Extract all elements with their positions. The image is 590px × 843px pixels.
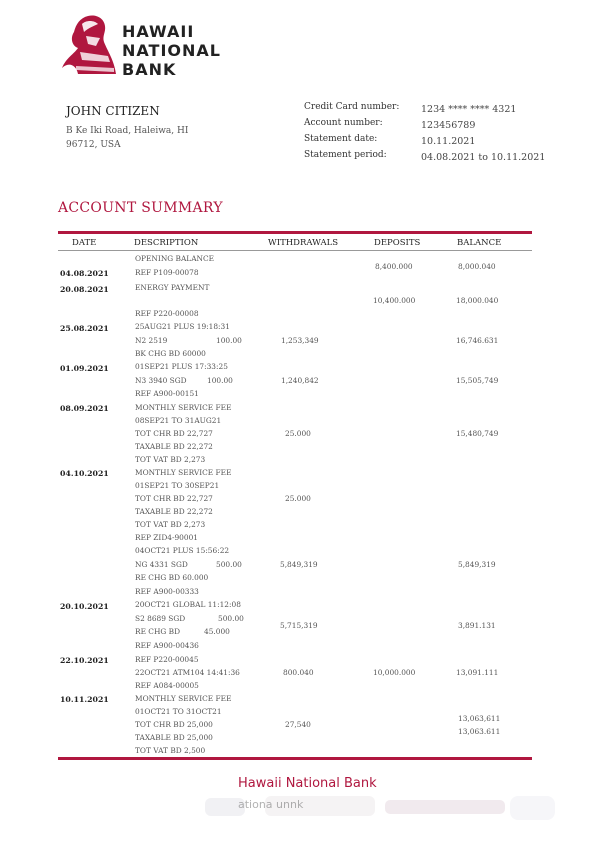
txn-withdrawal: 1,240,842 <box>281 376 319 385</box>
desc-line: N2 2519 <box>135 336 168 345</box>
txn-withdrawal: 5,715,319 <box>280 621 318 630</box>
bank-name-line2: NATIONAL <box>122 41 221 60</box>
footer-faint-text: ationa unnk <box>238 798 304 811</box>
col-header-deposits: DEPOSITS <box>374 238 421 248</box>
txn-date: 25.08.2021 <box>60 324 109 333</box>
desc-line: REP ZID4-90001 <box>135 533 198 542</box>
desc-line: REF A900-00436 <box>135 641 199 650</box>
desc-line: BK CHG BD 60000 <box>135 349 206 358</box>
desc-amount: 100.00 <box>216 336 242 345</box>
txn-date: 20.10.2021 <box>60 602 109 611</box>
desc-line: 20OCT21 GLOBAL 11:12:08 <box>135 600 241 609</box>
desc-line: NG 4331 SGD <box>135 560 188 569</box>
desc-line: TAXABLE BD 22,272 <box>135 507 213 516</box>
info-value: 10.11.2021 <box>421 136 476 147</box>
desc-line: REF P220-00045 <box>135 655 199 664</box>
bank-name-line3: BANK <box>122 60 177 79</box>
desc-line: RE CHG BD <box>135 627 181 636</box>
desc-line: ENERGY PAYMENT <box>135 283 210 292</box>
footer-bank-name: Hawaii National Bank <box>238 776 377 791</box>
desc-amount: 45.000 <box>204 627 230 636</box>
info-value: 1234 **** **** 4321 <box>421 104 517 115</box>
desc-line: 01SEP21 PLUS 17:33:25 <box>135 362 228 371</box>
desc-line: 04OCT21 PLUS 15:56:22 <box>135 546 230 555</box>
desc-line: TOT VAT BD 2,273 <box>135 455 206 464</box>
bank-name-line1: HAWAII <box>122 22 195 41</box>
info-label: Credit Card number: <box>304 102 400 112</box>
desc-line: TAXABLE BD 22,272 <box>135 442 213 451</box>
desc-line: TOT CHR BD 22,727 <box>135 429 213 438</box>
desc-line: MONTHLY SERVICE FEE <box>135 468 232 477</box>
desc-line: N3 3940 SGD <box>135 376 187 385</box>
desc-line: RE CHG BD 60.000 <box>135 573 209 582</box>
info-label: Account number: <box>304 118 383 128</box>
desc-line: S2 8689 SGD <box>135 614 186 623</box>
info-value: 04.08.2021 to 10.11.2021 <box>421 152 546 163</box>
txn-date: 08.09.2021 <box>60 404 109 413</box>
txn-balance: 16,746.631 <box>456 336 499 345</box>
col-header-balance: BALANCE <box>457 238 502 248</box>
desc-line: TOT VAT BD 2,500 <box>135 746 206 755</box>
desc-line: 01SEP21 TO 30SEP21 <box>135 481 220 490</box>
txn-balance: 18,000.040 <box>456 296 499 305</box>
txn-withdrawal: 1,253,349 <box>281 336 319 345</box>
customer-name: JOHN CITIZEN <box>66 104 160 118</box>
desc-amount: 500.00 <box>218 614 244 623</box>
info-label: Statement date: <box>304 134 378 144</box>
desc-line: TOT CHR BD 25,000 <box>135 720 213 729</box>
desc-line: 22OCT21 ATM104 14:41:36 <box>135 668 240 677</box>
desc-line: REF P109-00078 <box>135 268 199 277</box>
txn-withdrawal: 25.000 <box>285 429 311 438</box>
desc-line: TOT CHR BD 22,727 <box>135 494 213 503</box>
txn-deposit: 8,400.000 <box>375 262 413 271</box>
desc-line: 25AUG21 PLUS 19:18:31 <box>135 322 230 331</box>
customer-address <box>66 124 188 152</box>
txn-date: 01.09.2021 <box>60 364 109 373</box>
col-header-withdrawals: WITHDRAWALS <box>268 238 339 248</box>
info-value: 123456789 <box>421 120 476 131</box>
col-header-description: DESCRIPTION <box>134 238 199 248</box>
txn-balance: 5,849,319 <box>458 560 496 569</box>
txn-date: 20.08.2021 <box>60 285 109 294</box>
txn-deposit: 10,000.000 <box>373 668 416 677</box>
desc-line: 08SEP21 TO 31AUG21 <box>135 416 222 425</box>
bank-logo-icon <box>58 12 118 80</box>
desc-line: REF P220-00008 <box>135 309 199 318</box>
desc-line: TOT VAT BD 2,273 <box>135 520 206 529</box>
txn-balance: 13,091.111 <box>456 668 499 677</box>
txn-balance: 13,063,611 <box>458 714 501 723</box>
txn-withdrawal: 25.000 <box>285 494 311 503</box>
summary-title: ACCOUNT SUMMARY <box>58 200 223 216</box>
txn-withdrawal: 5,849,319 <box>280 560 318 569</box>
desc-line: 01OCT21 TO 31OCT21 <box>135 707 222 716</box>
info-label: Statement period: <box>304 150 387 160</box>
txn-date: 22.10.2021 <box>60 656 109 665</box>
desc-line: MONTHLY SERVICE FEE <box>135 403 232 412</box>
header-rule <box>58 250 532 251</box>
desc-line: MONTHLY SERVICE FEE <box>135 694 232 703</box>
txn-date: 04.10.2021 <box>60 469 109 478</box>
col-header-date: DATE <box>72 238 97 248</box>
txn-balance: 8,000.040 <box>458 262 496 271</box>
desc-line: REF A900-00333 <box>135 587 199 596</box>
txn-deposit: 10,400.000 <box>373 296 416 305</box>
desc-line: OPENING BALANCE <box>135 254 215 263</box>
address-line2: 96712, USA <box>66 140 121 150</box>
txn-withdrawal: 27,540 <box>285 720 311 729</box>
txn-balance: 3,891.131 <box>458 621 496 630</box>
txn-date: 10.11.2021 <box>60 695 109 704</box>
desc-line: TAXABLE BD 25,000 <box>135 733 213 742</box>
desc-line: REF A900-00151 <box>135 389 199 398</box>
desc-line: REF A084-00005 <box>135 681 199 690</box>
txn-balance: 15,480,749 <box>456 429 499 438</box>
desc-amount: 500.00 <box>216 560 242 569</box>
bank-name-header <box>122 22 221 79</box>
txn-balance-2: 13,063.611 <box>458 727 501 736</box>
desc-amount: 100.00 <box>207 376 233 385</box>
table-bottom-rule <box>58 757 532 760</box>
txn-withdrawal: 800.040 <box>283 668 314 677</box>
txn-date: 04.08.2021 <box>60 269 109 278</box>
table-top-rule <box>58 231 532 234</box>
address-line1: B Ke Iki Road, Haleiwa, HI <box>66 126 189 136</box>
txn-balance: 15,505,749 <box>456 376 499 385</box>
